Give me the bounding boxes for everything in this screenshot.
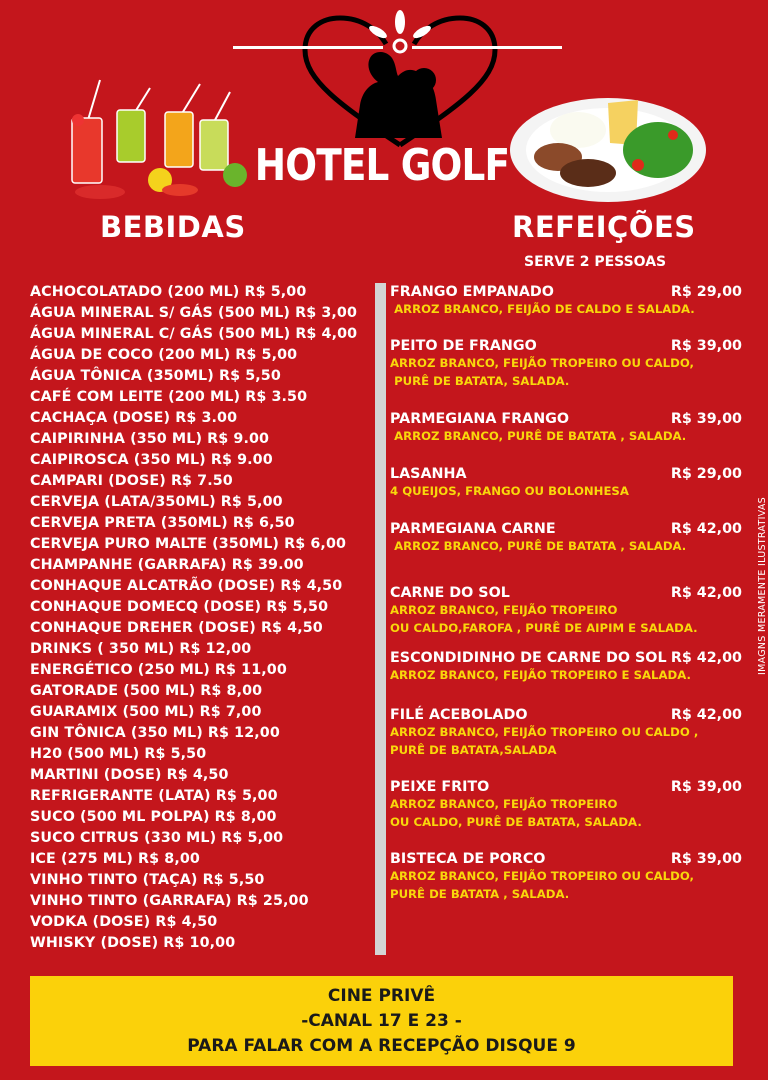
drink-item: CHAMPANHE (GARRAFA) R$ 39.00	[30, 557, 304, 573]
drink-item: WHISKY (DOSE) R$ 10,00	[30, 935, 236, 951]
meal-description: ARROZ BRANCO, FEIJÃO TROPEIRO OU CALDO ,	[390, 725, 699, 739]
meal-item	[390, 850, 742, 903]
meal-name: FRANGO EMPANADO	[390, 284, 554, 300]
drink-item: CAIPIRINHA (350 ML) R$ 9.00	[30, 431, 270, 447]
drink-item: REFRIGERANTE (LATA) R$ 5,00	[30, 788, 278, 804]
meal-name: PEIXE FRITO	[390, 779, 490, 795]
drink-item: CAFÉ COM LEITE (200 ML) R$ 3.50	[30, 389, 308, 405]
meal-item	[390, 465, 742, 501]
meal-description: OU CALDO,FAROFA , PURÊ DE AIPIM E SALADA.	[390, 620, 698, 635]
drink-item: CERVEJA PRETA (350ML) R$ 6,50	[30, 515, 295, 531]
drink-item: ENERGÉTICO (250 ML) R$ 11,00	[30, 662, 287, 678]
drinks-title: BEBIDAS	[100, 210, 246, 244]
meal-description: ARROZ BRANCO, PURÊ DE BATATA , SALADA.	[390, 539, 687, 553]
drink-item: CACHAÇA (DOSE) R$ 3.00	[30, 410, 238, 426]
drink-item: MARTINI (DOSE) R$ 4,50	[30, 767, 229, 783]
meal-description: ARROZ BRANCO, FEIJÃO DE CALDO E SALADA.	[390, 302, 695, 316]
meal-item	[390, 584, 742, 637]
drink-item: SUCO (500 ML POLPA) R$ 8,00	[30, 809, 277, 825]
drink-item: CERVEJA PURO MALTE (350ML) R$ 6,00	[30, 536, 347, 552]
drink-item: ÁGUA MINERAL S/ GÁS (500 ML) R$ 3,00	[30, 305, 358, 321]
meal-price: R$ 29,00	[670, 284, 742, 300]
meal-item	[390, 283, 742, 319]
meals-subtitle: SERVE 2 PESSOAS	[524, 254, 667, 270]
meal-item	[390, 649, 742, 685]
meal-price: R$ 39,00	[670, 779, 742, 795]
meal-description: OU CALDO, PURÊ DE BATATA, SALADA.	[390, 814, 642, 829]
footer-line-2: -CANAL 17 E 23 -	[301, 1011, 462, 1031]
meal-name: CARNE DO SOL	[390, 585, 510, 601]
meal-price: R$ 42,00	[670, 585, 742, 601]
drink-item: ACHOCOLATADO (200 ML) R$ 5,00	[30, 284, 307, 300]
drink-item: VINHO TINTO (TAÇA) R$ 5,50	[30, 872, 265, 888]
footer-line-1: CINE PRIVÊ	[327, 986, 436, 1006]
footer-line-3: PARA FALAR COM A RECEPÇÃO DISQUE 9	[187, 1036, 576, 1056]
column-divider	[375, 283, 386, 955]
meal-name: PARMEGIANA CARNE	[390, 521, 556, 537]
heart-couple-logo	[300, 10, 500, 150]
meal-header	[390, 465, 742, 483]
meal-description: PURÊ DE BATATA, SALADA.	[390, 373, 570, 388]
drink-item: ÁGUA DE COCO (200 ML) R$ 5,00	[30, 347, 298, 363]
drink-item: CONHAQUE DOMECQ (DOSE) R$ 5,50	[30, 599, 329, 615]
meal-item	[390, 520, 742, 556]
meal-header	[390, 283, 742, 301]
meal-item	[390, 410, 742, 446]
drink-item: VODKA (DOSE) R$ 4,50	[30, 914, 218, 930]
meal-price: R$ 39,00	[670, 411, 742, 427]
meal-name: PARMEGIANA FRANGO	[390, 411, 570, 427]
meal-description: ARROZ BRANCO, FEIJÃO TROPEIRO OU CALDO,	[390, 869, 694, 883]
meal-name: ESCONDIDINHO DE CARNE DO SOL	[390, 650, 667, 666]
meal-item	[390, 778, 742, 831]
meal-description: ARROZ BRANCO, FEIJÃO TROPEIRO E SALADA.	[390, 668, 691, 682]
meal-name: LASANHA	[390, 466, 467, 482]
meal-name: PEITO DE FRANGO	[390, 338, 537, 354]
meal-description: PURÊ DE BATATA , SALADA.	[390, 886, 570, 901]
drink-item: GIN TÔNICA (350 ML) R$ 12,00	[30, 725, 280, 741]
meal-header	[390, 706, 742, 724]
drink-item: ICE (275 ML) R$ 8,00	[30, 851, 200, 867]
drink-item: CONHAQUE DREHER (DOSE) R$ 4,50	[30, 620, 323, 636]
meal-price: R$ 29,00	[670, 466, 742, 482]
drink-item: ÁGUA TÔNICA (350ML) R$ 5,50	[30, 368, 281, 384]
drink-item: CERVEJA (LATA/350ML) R$ 5,00	[30, 494, 283, 510]
plate-illustration	[508, 95, 708, 205]
meal-header	[390, 778, 742, 796]
drink-item: H20 (500 ML) R$ 5,50	[30, 746, 207, 762]
meal-header	[390, 850, 742, 868]
meal-description: ARROZ BRANCO, PURÊ DE BATATA , SALADA.	[390, 429, 687, 443]
meal-header	[390, 337, 742, 355]
meal-header	[390, 584, 742, 602]
drink-item: SUCO CITRUS (330 ML) R$ 5,00	[30, 830, 284, 846]
drink-item: CAMPARI (DOSE) R$ 7.50	[30, 473, 233, 489]
meal-item	[390, 706, 742, 759]
meal-price: R$ 39,00	[670, 338, 742, 354]
drink-item: VINHO TINTO (GARRAFA) R$ 25,00	[30, 893, 309, 909]
meal-description: ARROZ BRANCO, FEIJÃO TROPEIRO	[390, 797, 618, 811]
drink-item: ÁGUA MINERAL C/ GÁS (500 ML) R$ 4,00	[30, 326, 358, 342]
logo-line-right	[412, 46, 562, 49]
meal-header	[390, 520, 742, 538]
meal-description: ARROZ BRANCO, FEIJÃO TROPEIRO	[390, 603, 618, 617]
meal-description: 4 QUEIJOS, FRANGO OU BOLONHESA	[390, 484, 629, 498]
meal-price: R$ 42,00	[670, 521, 742, 537]
side-note-text: IMAGNS MERAMENTE ILUSTRATIVAS	[757, 496, 768, 675]
meal-price: R$ 42,00	[670, 707, 742, 723]
meal-price: R$ 42,00	[670, 650, 742, 666]
logo-line-left	[233, 46, 383, 49]
meals-title: REFEIÇÕES	[512, 210, 696, 244]
meal-item	[390, 337, 742, 390]
drink-item: DRINKS ( 350 ML) R$ 12,00	[30, 641, 252, 657]
drink-item: GUARAMIX (500 ML) R$ 7,00	[30, 704, 262, 720]
meal-description: ARROZ BRANCO, FEIJÃO TROPEIRO OU CALDO,	[390, 356, 694, 370]
hotel-name: HOTEL GOLF	[254, 140, 510, 191]
side-note	[745, 435, 768, 675]
drinks-illustration	[60, 80, 255, 205]
drink-item: GATORADE (500 ML) R$ 8,00	[30, 683, 263, 699]
meal-price: R$ 39,00	[670, 851, 742, 867]
footer-banner	[30, 976, 733, 1066]
meal-name: FILÉ ACEBOLADO	[390, 707, 528, 723]
drink-item: CAIPIROSCA (350 ML) R$ 9.00	[30, 452, 273, 468]
drink-item: CONHAQUE ALCATRÃO (DOSE) R$ 4,50	[30, 578, 343, 594]
meal-description: PURÊ DE BATATA,SALADA	[390, 742, 557, 757]
meal-header	[390, 410, 742, 428]
meal-name: BISTECA DE PORCO	[390, 851, 546, 867]
meal-header	[390, 649, 742, 667]
drinks-list	[30, 282, 375, 954]
